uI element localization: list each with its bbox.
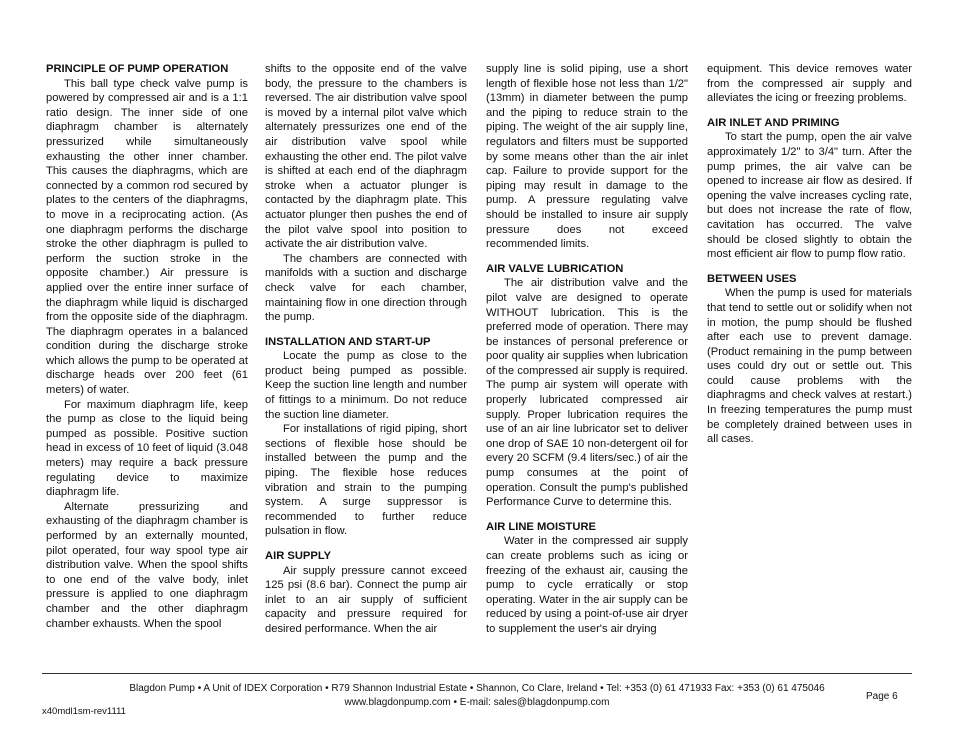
paragraph: Locate the pump as close to the product being pumped as possible. Keep the suction line length and number of fittings to a minimum. Do not reduce the suction line diameter. (265, 350, 467, 421)
footer-web-email: www.blagdonpump.com • E-mail: sales@blagdonpump.com (344, 697, 610, 708)
heading-air-valve-lubrication: AIR VALVE LUBRICATION (486, 262, 624, 275)
footer-divider (42, 673, 912, 674)
heading-between-uses: BETWEEN USES (707, 272, 797, 285)
paragraph: The air distribution valve and the pilot valve are designed to operate WITHOUT lubrication. This is the preferred mode of operation. There may be instances of personal preference or poor quality air supplies when lubrication of the compressed air supply is required. The pump air system will operate with properly lubricated compressed air supply. Proper lubrication requires the use of an air line lubricator set to deliver one drop of SAE 10 non-detergent oil for every 20 SCFM (9.4 liters/sec.) of air the pump consumes at the point of operation. Consult the pump's published Performance Curve to determine this. (486, 277, 688, 509)
document-id: x40mdl1sm-rev1111 (42, 706, 126, 717)
heading-principle-of-operation: PRINCIPLE OF PUMP OPERATION (46, 63, 229, 75)
heading-installation: INSTALLATION AND START-UP (265, 335, 431, 348)
paragraph: For maximum diaphragm life, keep the pump as close to the liquid being pumped as possible. Positive suction head in excess of 10 feet of liquid (3.048 meters) may require a back pressure regulating device to maximize diaphragm life. (46, 398, 248, 499)
page-number: Page 6 (866, 691, 898, 702)
paragraph: This ball type check valve pump is powered by compressed air and is a 1:1 ratio design. The inner side of one diaphragm chamber is alternately pressurized while simultaneously exhausting the other inner chamber. This causes the diaphragms, which are connected by a common rod secured by plates to the centers of the diaphragms, to move in a reciprocating action. (As one diaphragm performs the discharge stroke the other diaphragm is pulled to perform the suction stroke in the opposite chamber.) Air pressure is applied over the entire inner surface of the diaphragm while liquid is discharged from the opposite side of the diaphragm. The diaphragm operates in a balanced condition during the discharge stroke which allows the pump to be operated at discharge heads over 200 feet (61 meters) of water. (46, 77, 248, 397)
paragraph: For installations of rigid piping, short sections of flexible hose should be installed between the pump and the piping. The flexible hose reduces vibration and strain to the pumping system. A surge suppressor is recommended to further reduce pulsation in flow. (265, 423, 467, 538)
heading-air-supply: AIR SUPPLY (265, 550, 332, 562)
column-3 (486, 62, 688, 637)
paragraph: When the pump is used for materials that tend to settle out or solidify when not in motion, the pump should be flushed after each use to prevent damage. (Product remaining in the pump between uses could dry out or settle out. This could cause problems with the diaphragms and check valves at restart.) In freezing temperatures the pump must be completely drained between uses in all cases. (707, 287, 912, 446)
heading-air-line-moisture: AIR LINE MOISTURE (486, 520, 597, 533)
paragraph: Water in the compressed air supply can create problems such as icing or freezing of the exhaust air, causing the pump to cycle erratically or stop operating. Water in the air supply can be reduced by using a point-of-use air dryer to supplement the user's air drying (486, 535, 688, 635)
footer-address: Blagdon Pump • A Unit of IDEX Corporation • R79 Shannon Industrial Estate • Shannon, Co Clare, Ireland • Tel: +353 (0) 61 471933 Fax: +353 (0) 61 475046 (129, 683, 825, 694)
paragraph: Air supply pressure cannot exceed 125 psi (8.6 bar). Connect the pump air inlet to an air supply of sufficient capacity and pressure required for desired performance. When the air (265, 564, 467, 635)
paragraph: equipment. This device removes water from the compressed air supply and alleviates the icing or freezing problems. (707, 63, 912, 105)
paragraph: To start the pump, open the air valve approximately 1/2" to 3/4" turn. After the pump primes, the air valve can be opened to increase air flow as desired. If opening the valve increases cycling rate, but does not increase the rate of flow, cavitation has occurred. The valve should be closed slightly to obtain the most efficient air flow to pump flow ratio. (707, 131, 912, 261)
paragraph: Alternate pressurizing and exhausting of the diaphragm chamber is performed by an externally mounted, pilot operated, four way spool type air distribution valve. When the spool shifts to one end of the valve body, inlet pressure is applied to one diaphragm chamber and the other diaphragm chamber exhausts. When the spool (46, 500, 248, 630)
column-2 (265, 62, 467, 637)
column-1 (46, 62, 248, 631)
paragraph: shifts to the opposite end of the valve body, the pressure to the chambers is reversed. The air distribution valve spool is moved by a internal pilot valve which alternately pressurizes one end of the air distribution valve spool while exhausting the other end. The pilot valve is shifted at each end of the diaphragm stroke when a actuator plunger is contacted by the diaphragm plate. This actuator plunger then pushes the end of the pilot valve spool into position to activate the air distribution valve. (265, 63, 467, 251)
paragraph: supply line is solid piping, use a short length of flexible hose not less than 1/2" (13mm) in diameter between the pump and the piping to reduce strain to the piping. The weight of the air supply line, regulators and filters must be supported by some means other than the air inlet cap. Failure to provide support for the piping may result in damage to the pump. A pressure regulating valve should be installed to insure air supply pressure does not exceed recommended limits. (486, 63, 688, 251)
heading-air-inlet-priming: AIR INLET AND PRIMING (707, 116, 840, 129)
column-4 (707, 62, 912, 447)
paragraph: The chambers are connected with manifolds with a suction and discharge check valve for each chamber, maintaining flow in one direction through the pump. (265, 252, 467, 324)
